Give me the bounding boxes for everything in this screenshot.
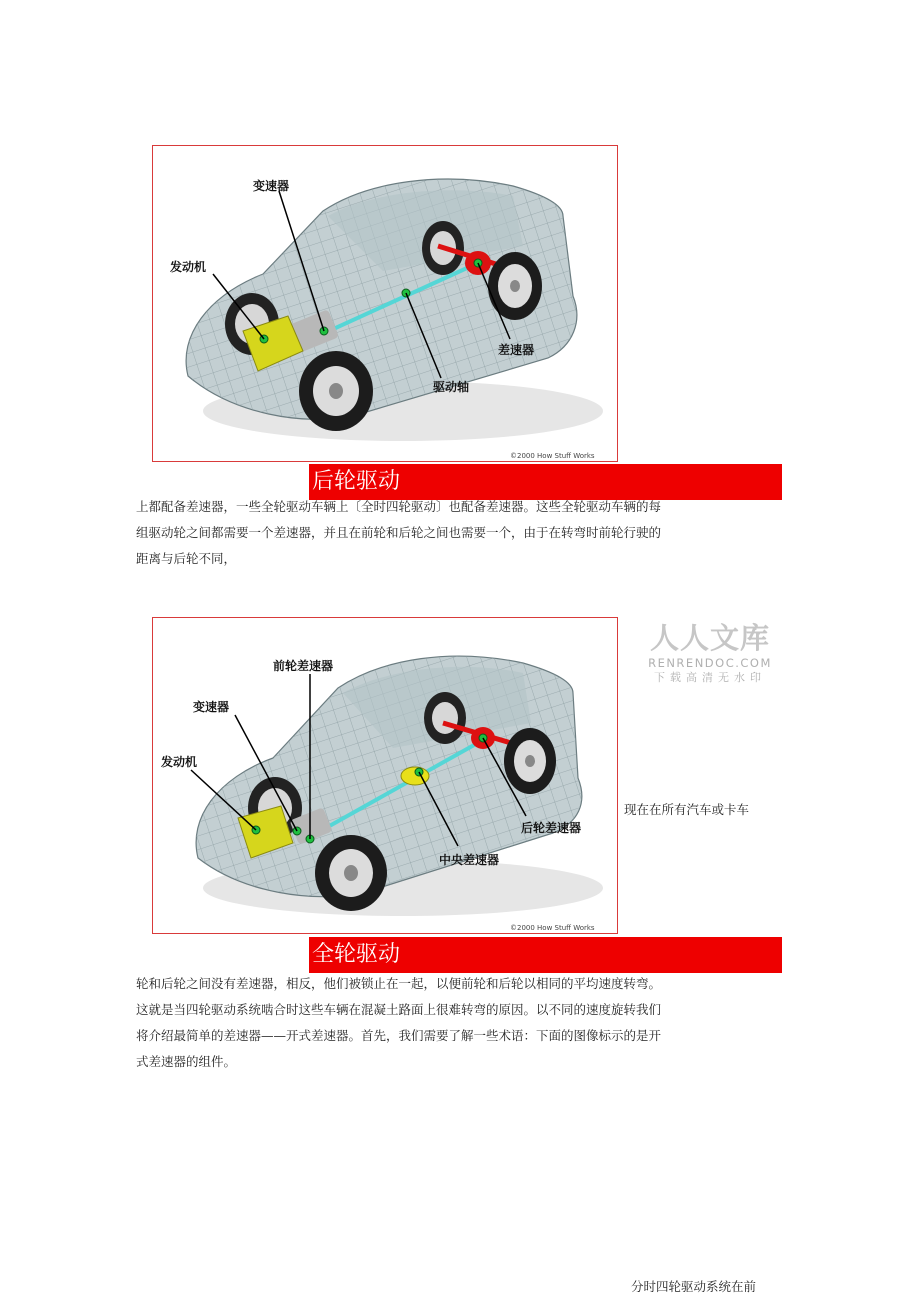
label-transmission: 变速器 (253, 179, 290, 193)
all-wheel-drive-diagram (153, 618, 618, 934)
watermark-logo-text: 人人文库 (649, 621, 770, 655)
figure-copyright: ©2000 How Stuff Works (510, 452, 595, 460)
label-transmission: 变速器 (193, 700, 230, 714)
label-engine: 发动机 (161, 755, 198, 769)
label-front-differential: 前轮差速器 (273, 659, 334, 673)
figure-caption-all-wheel-drive: 全轮驱动 (309, 937, 782, 973)
side-text-2: 分时四轮驱动系统在前 (631, 1279, 757, 1294)
label-differential: 差速器 (498, 343, 535, 357)
body-paragraph-2: 轮和后轮之间没有差速器，相反，他们被锁止在一起，以便前轮和后轮以相同的平均速度转弯。这就是当四轮驱动系统啮合时这些车辆在混凝土路面上很难转弯的原因。以不同的速度旋转我们将介绍最简单的差速器——开式差速器。首先，我们需要了解一些术语：下面的图像标示的是开式差速器的组件。 (136, 976, 662, 1069)
label-engine: 发动机 (170, 260, 207, 274)
watermark-domain: RENRENDOC.COM (648, 656, 772, 670)
rear-wheel-drive-figure (152, 145, 618, 462)
watermark (645, 620, 775, 686)
label-driveshaft: 驱动轴 (433, 380, 470, 394)
label-rear-differential: 后轮差速器 (521, 821, 582, 835)
all-wheel-drive-figure (152, 617, 618, 934)
watermark-subtitle: 下载高清无水印 (654, 671, 766, 684)
rear-wheel-drive-diagram (153, 146, 618, 462)
figure-caption-rear-wheel-drive: 后轮驱动 (309, 464, 782, 500)
body-paragraph-1: 上都配备差速器，一些全轮驱动车辆上〔全时四轮驱动〕也配备差速器。这些全轮驱动车辆的每组驱动轮之间都需要一个差速器，并且在前轮和后轮之间也需要一个，由于在转弯时前轮行驶的距离与后轮不同， (136, 499, 662, 566)
figure-copyright: ©2000 How Stuff Works (510, 924, 595, 932)
side-text-1: 现在在所有汽车或卡车 (624, 802, 750, 817)
label-center-differential: 中央差速器 (439, 853, 500, 867)
